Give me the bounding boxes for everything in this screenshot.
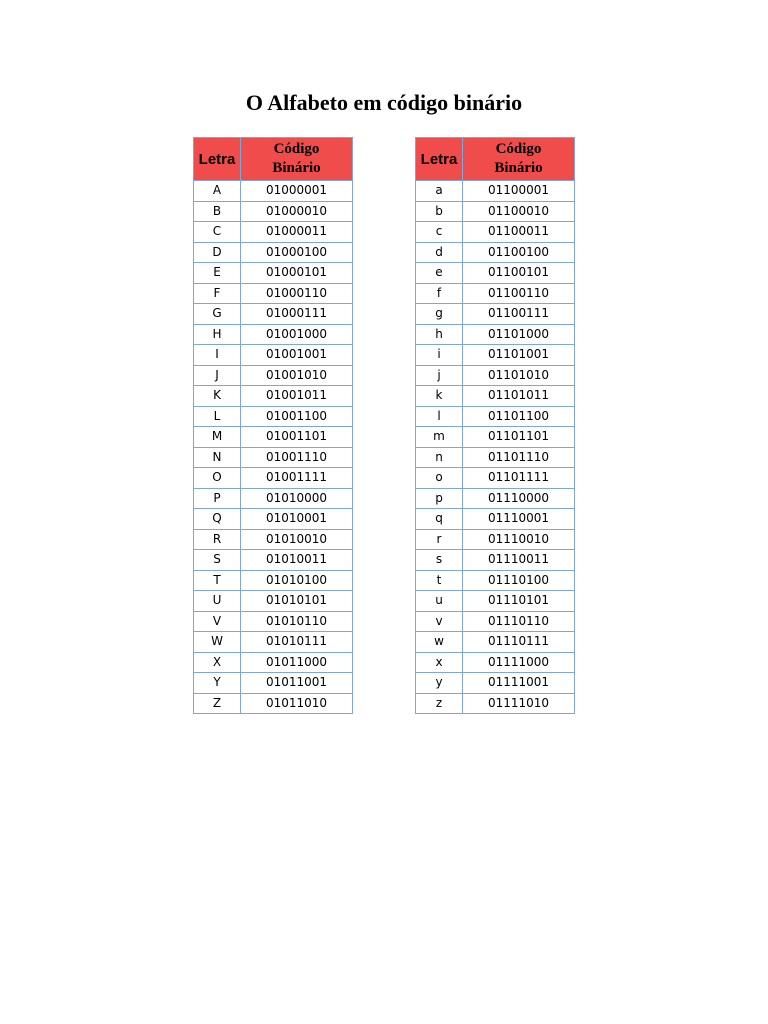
binary-code-cell: 01111010 <box>463 693 575 714</box>
table-row <box>416 488 575 509</box>
binary-code-cell: 01010110 <box>241 611 353 632</box>
letter-cell: X <box>194 652 241 673</box>
binary-code-cell: 01001101 <box>241 427 353 448</box>
binary-code-cell: 01010111 <box>241 632 353 653</box>
letter-cell: Y <box>194 673 241 694</box>
binary-code-cell: 01101101 <box>463 427 575 448</box>
binary-code-cell: 01101010 <box>463 365 575 386</box>
binary-code-cell: 01101000 <box>463 324 575 345</box>
codigo-binario-header <box>463 138 575 181</box>
table-row <box>194 345 353 366</box>
binary-code-cell: 01001011 <box>241 386 353 407</box>
letter-cell: x <box>416 652 463 673</box>
letter-cell: y <box>416 673 463 694</box>
letter-cell: A <box>194 181 241 202</box>
binary-code-cell: 01010000 <box>241 488 353 509</box>
table-row <box>416 632 575 653</box>
letter-cell: J <box>194 365 241 386</box>
letter-cell: z <box>416 693 463 714</box>
table-row <box>416 468 575 489</box>
table-row <box>194 550 353 571</box>
table-row <box>416 570 575 591</box>
table-row <box>194 386 353 407</box>
table-row <box>416 693 575 714</box>
letter-cell: i <box>416 345 463 366</box>
table-row <box>416 222 575 243</box>
binary-code-cell: 01010001 <box>241 509 353 530</box>
binary-code-cell: 01010011 <box>241 550 353 571</box>
table-row <box>416 611 575 632</box>
binary-code-cell: 01101100 <box>463 406 575 427</box>
letter-cell: N <box>194 447 241 468</box>
letter-cell: q <box>416 509 463 530</box>
binary-code-cell: 01010101 <box>241 591 353 612</box>
letter-cell: r <box>416 529 463 550</box>
binary-code-cell: 01110000 <box>463 488 575 509</box>
binary-code-cell: 01100011 <box>463 222 575 243</box>
table-row <box>194 263 353 284</box>
binary-code-cell: 01000001 <box>241 181 353 202</box>
letter-cell: v <box>416 611 463 632</box>
letter-cell: Q <box>194 509 241 530</box>
letter-cell: s <box>416 550 463 571</box>
letra-header: Letra <box>194 138 241 181</box>
letter-cell: S <box>194 550 241 571</box>
table-row <box>194 652 353 673</box>
letter-cell: g <box>416 304 463 325</box>
table-row <box>194 673 353 694</box>
table-row <box>194 222 353 243</box>
letter-cell: m <box>416 427 463 448</box>
binary-code-cell: 01101011 <box>463 386 575 407</box>
binary-code-cell: 01101111 <box>463 468 575 489</box>
binary-code-cell: 01100001 <box>463 181 575 202</box>
letter-cell: V <box>194 611 241 632</box>
binary-code-cell: 01111000 <box>463 652 575 673</box>
binary-code-cell: 01110010 <box>463 529 575 550</box>
binary-code-cell: 01101110 <box>463 447 575 468</box>
letter-cell: I <box>194 345 241 366</box>
binary-code-cell: 01000100 <box>241 242 353 263</box>
letra-header: Letra <box>416 138 463 181</box>
codigo-header-line2: Binário <box>272 160 321 176</box>
table-row <box>416 345 575 366</box>
table-row <box>194 406 353 427</box>
table-row <box>194 693 353 714</box>
binary-code-cell: 01011001 <box>241 673 353 694</box>
table-row <box>194 468 353 489</box>
binary-code-cell: 01101001 <box>463 345 575 366</box>
table-row <box>416 406 575 427</box>
binary-code-cell: 01110101 <box>463 591 575 612</box>
binary-code-cell: 01000010 <box>241 201 353 222</box>
letter-cell: K <box>194 386 241 407</box>
binary-code-cell: 01000011 <box>241 222 353 243</box>
table-row <box>416 386 575 407</box>
letter-cell: P <box>194 488 241 509</box>
table-row <box>416 550 575 571</box>
table-row <box>416 283 575 304</box>
table-row <box>194 488 353 509</box>
codigo-header-line2: Binário <box>494 160 543 176</box>
table-row <box>416 304 575 325</box>
binary-code-cell: 01110111 <box>463 632 575 653</box>
table-row <box>416 591 575 612</box>
table-row <box>416 509 575 530</box>
letter-cell: o <box>416 468 463 489</box>
binary-code-cell: 01100010 <box>463 201 575 222</box>
table-header-row <box>194 138 353 181</box>
table-row <box>416 447 575 468</box>
uppercase-binary-table <box>193 137 353 714</box>
binary-code-cell: 01110011 <box>463 550 575 571</box>
binary-code-cell: 01010100 <box>241 570 353 591</box>
table-row <box>194 611 353 632</box>
table-row <box>194 324 353 345</box>
binary-code-cell: 01100100 <box>463 242 575 263</box>
letter-cell: W <box>194 632 241 653</box>
binary-code-cell: 01001000 <box>241 324 353 345</box>
table-row <box>416 201 575 222</box>
binary-code-cell: 01000101 <box>241 263 353 284</box>
letter-cell: k <box>416 386 463 407</box>
binary-code-cell: 01011010 <box>241 693 353 714</box>
binary-code-cell: 01001010 <box>241 365 353 386</box>
letter-cell: T <box>194 570 241 591</box>
binary-code-cell: 01001111 <box>241 468 353 489</box>
table-row <box>194 529 353 550</box>
table-header-row <box>416 138 575 181</box>
letter-cell: p <box>416 488 463 509</box>
table-row <box>194 447 353 468</box>
binary-code-cell: 01110100 <box>463 570 575 591</box>
binary-code-cell: 01110110 <box>463 611 575 632</box>
binary-code-cell: 01000110 <box>241 283 353 304</box>
table-row <box>416 427 575 448</box>
table-row <box>194 181 353 202</box>
table-row <box>194 283 353 304</box>
codigo-binario-header <box>241 138 353 181</box>
letter-cell: n <box>416 447 463 468</box>
letter-cell: w <box>416 632 463 653</box>
table-row <box>194 365 353 386</box>
letter-cell: L <box>194 406 241 427</box>
letter-cell: e <box>416 263 463 284</box>
table-row <box>194 632 353 653</box>
letter-cell: C <box>194 222 241 243</box>
binary-code-cell: 01010010 <box>241 529 353 550</box>
binary-code-cell: 01000111 <box>241 304 353 325</box>
letter-cell: l <box>416 406 463 427</box>
binary-code-cell: 01001110 <box>241 447 353 468</box>
codigo-header-line1: Código <box>495 141 542 157</box>
letter-cell: G <box>194 304 241 325</box>
uppercase-table-body <box>194 181 353 714</box>
binary-code-cell: 01100111 <box>463 304 575 325</box>
letter-cell: U <box>194 591 241 612</box>
letter-cell: t <box>416 570 463 591</box>
letter-cell: O <box>194 468 241 489</box>
table-row <box>194 509 353 530</box>
letter-cell: R <box>194 529 241 550</box>
page-title: O Alfabeto em código binário <box>245 90 523 115</box>
lowercase-binary-table <box>415 137 575 714</box>
binary-code-cell: 01001100 <box>241 406 353 427</box>
binary-code-cell: 01011000 <box>241 652 353 673</box>
codigo-header-line1: Código <box>273 141 320 157</box>
table-row <box>416 181 575 202</box>
letter-cell: b <box>416 201 463 222</box>
table-row <box>194 201 353 222</box>
table-row <box>194 242 353 263</box>
table-row <box>416 652 575 673</box>
letter-cell: H <box>194 324 241 345</box>
letter-cell: d <box>416 242 463 263</box>
table-row <box>416 365 575 386</box>
table-row <box>416 673 575 694</box>
letter-cell: c <box>416 222 463 243</box>
letter-cell: u <box>416 591 463 612</box>
letter-cell: B <box>194 201 241 222</box>
table-row <box>194 304 353 325</box>
letter-cell: M <box>194 427 241 448</box>
table-row <box>416 529 575 550</box>
letter-cell: j <box>416 365 463 386</box>
letter-cell: h <box>416 324 463 345</box>
binary-code-cell: 01100101 <box>463 263 575 284</box>
binary-code-cell: 01100110 <box>463 283 575 304</box>
table-row <box>194 570 353 591</box>
binary-code-cell: 01001001 <box>241 345 353 366</box>
letter-cell: F <box>194 283 241 304</box>
letter-cell: E <box>194 263 241 284</box>
table-row <box>416 324 575 345</box>
binary-code-cell: 01111001 <box>463 673 575 694</box>
binary-code-cell: 01110001 <box>463 509 575 530</box>
lowercase-table-body <box>416 181 575 714</box>
table-row <box>194 427 353 448</box>
table-row <box>416 242 575 263</box>
letter-cell: a <box>416 181 463 202</box>
letter-cell: Z <box>194 693 241 714</box>
letter-cell: f <box>416 283 463 304</box>
letter-cell: D <box>194 242 241 263</box>
table-row <box>416 263 575 284</box>
table-row <box>194 591 353 612</box>
